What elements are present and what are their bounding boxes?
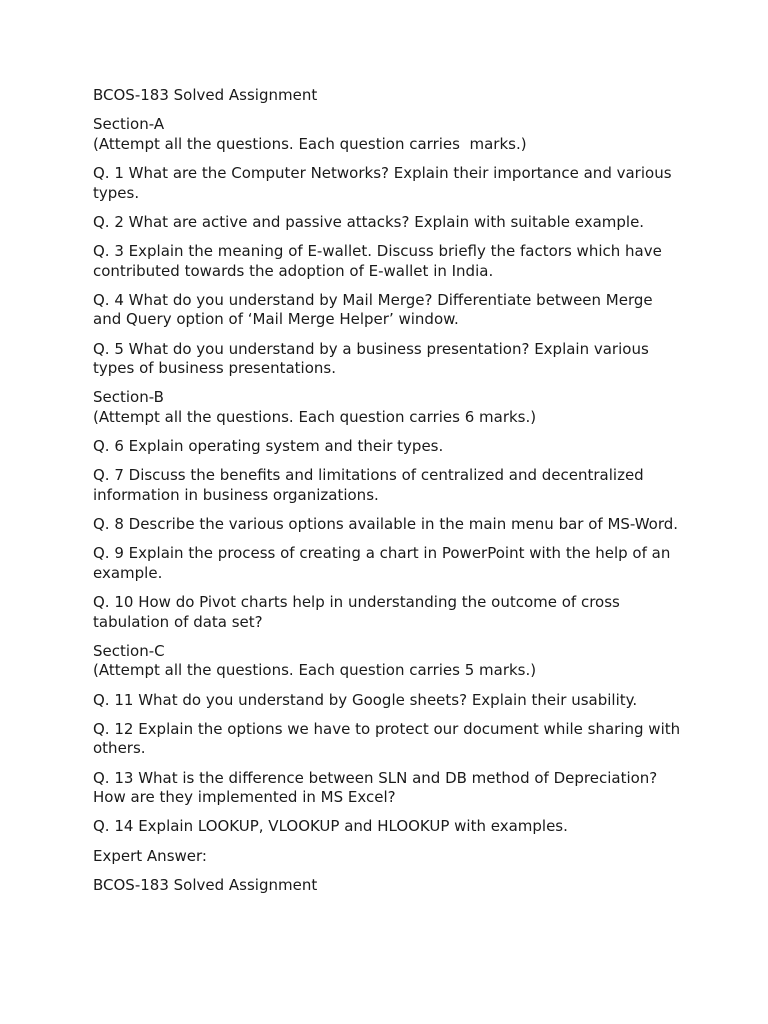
- question-3: Q. 3 Explain the meaning of E-wallet. Discuss briefly the factors which have contributed towards the adoption of E-wallet in India.: [93, 241, 667, 280]
- question-10: Q. 10 How do Pivot charts help in understanding the outcome of cross tabulation of data set?: [93, 593, 625, 631]
- question-2: Q. 2 What are active and passive attacks? Explain with suitable example.: [93, 212, 645, 231]
- section-heading: Section-B: [93, 388, 164, 407]
- section-a: [93, 115, 683, 379]
- question-7: Q. 7 Discuss the benefits and limitations of centralized and decentralized information in business organizations.: [93, 466, 649, 504]
- question-6: Q. 6 Explain operating system and their types.: [93, 437, 444, 456]
- section-instructions: (Attempt all the questions. Each question carries marks.): [93, 134, 527, 153]
- question-9: Q. 9 Explain the process of creating a chart in PowerPoint with the help of an example.: [93, 544, 676, 582]
- question-8: Q. 8 Describe the various options available in the main menu bar of MS-Word.: [93, 515, 679, 534]
- question-12: Q. 12 Explain the options we have to protect our document while sharing with others.: [93, 719, 685, 758]
- section-c: [93, 642, 683, 837]
- section-instructions: (Attempt all the questions. Each question carries 6 marks.): [93, 407, 537, 426]
- question-11: Q. 11 What do you understand by Google sheets? Explain their usability.: [93, 690, 638, 709]
- expert-answer-label: Expert Answer:: [93, 846, 207, 865]
- section-heading: Section-C: [93, 641, 165, 660]
- document-title: BCOS-183 Solved Assignment: [93, 86, 318, 104]
- section-instructions: (Attempt all the questions. Each question carries 5 marks.): [93, 661, 537, 680]
- section-b: [93, 388, 683, 632]
- footer-title: BCOS-183 Solved Assignment: [93, 875, 318, 894]
- section-heading: Section-A: [93, 115, 165, 134]
- question-5: Q. 5 What do you understand by a business presentation? Explain various types of business presentations.: [93, 339, 654, 378]
- question-4: Q. 4 What do you understand by Mail Merge? Differentiate between Merge and Query option of ‘Mail Merge Helper’ window.: [93, 290, 658, 329]
- question-1: Q. 1 What are the Computer Networks? Explain their importance and various types.: [93, 163, 677, 202]
- document-page: [93, 86, 683, 905]
- question-14: Q. 14 Explain LOOKUP, VLOOKUP and HLOOKUP with examples.: [93, 817, 568, 836]
- question-13: Q. 13 What is the difference between SLN and DB method of Depreciation? How are they implemented in MS Excel?: [93, 768, 663, 807]
